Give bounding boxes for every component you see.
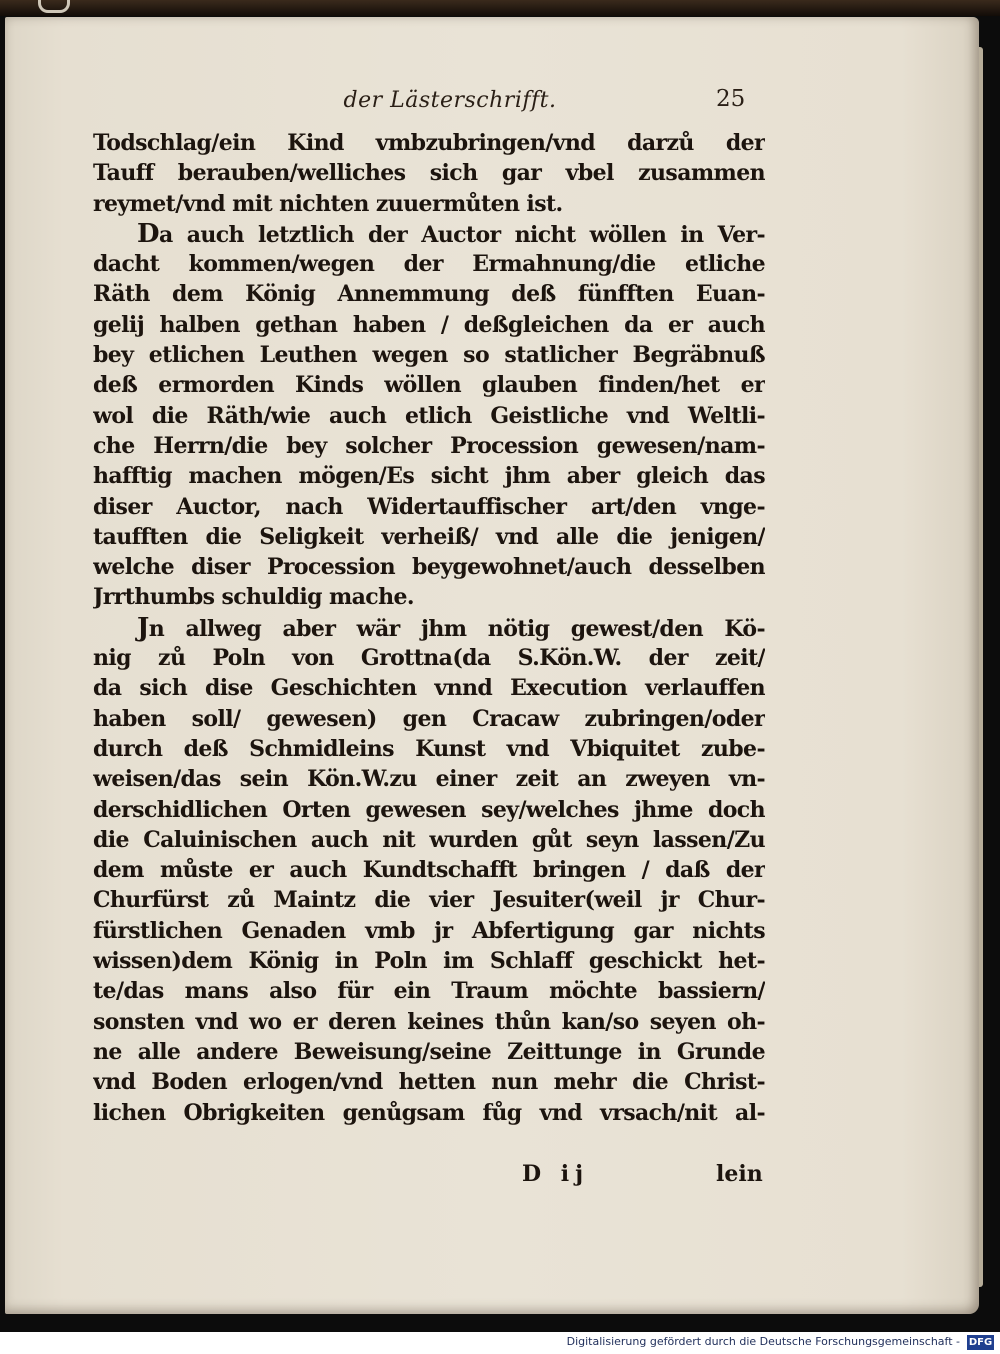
text-line: haben soll/ gewesen) gen Cracaw zubringen/oder (93, 705, 765, 732)
clip-icon (38, 0, 70, 13)
page-edge (979, 47, 983, 1287)
text-line: fürstlichen Genaden vmb jr Abfertigung gar nichts (93, 917, 765, 944)
text-line: welche diser Procession beygewohnet/auch desselben (93, 554, 765, 581)
text-line: deß ermorden Kinds wöllen glauben finden/het er (93, 372, 765, 399)
text-line: bey etlichen Leuthen wegen so statlicher Begräbnuß (93, 342, 765, 369)
text-line: gelij halben gethan haben / deßgleichen da er auch (93, 311, 765, 338)
running-head (0, 84, 1000, 124)
signature-mark: D ij (522, 1161, 590, 1187)
text-line: hafftig machen mögen/Es sicht jhm aber gleich das (93, 463, 765, 490)
page-number: 25 (716, 86, 746, 112)
text-line: die Caluinischen auch nit wurden gůt seyn lassen/Zu (93, 826, 765, 853)
catchword: lein (716, 1161, 763, 1187)
text-line: vnd Boden erlogen/vnd hetten nun mehr die Christ- (93, 1069, 765, 1096)
dfg-logo: DFG (968, 1337, 993, 1348)
credit-bar (0, 1332, 1000, 1354)
text-line: reymet/vnd mit nichten zuuermůten ist. (93, 190, 563, 217)
credit-text: Digitalisierung gefördert durch die Deutsche Forschungsgemeinschaft - (566, 1335, 960, 1348)
text-line: wol die Räth/wie auch etlich Geistliche vnd Weltli- (93, 402, 765, 429)
text-line: Churfürst zů Maintz die vier Jesuiter(weil jr Chur- (93, 887, 765, 914)
text-line: durch deß Schmidleins Kunst vnd Vbiquitet zube- (93, 735, 765, 762)
text-line: derschidlichen Orten gewesen sey/welches jhme doch (93, 796, 765, 823)
text-line: dem můste er auch Kundtschafft bringen / daß der (93, 857, 765, 884)
text-line: taufften die Seligkeit verheiß/ vnd alle die jenigen/ (93, 523, 765, 550)
text-line: Jrrthumbs schuldig mache. (93, 584, 414, 611)
book-cover-strip (0, 0, 1000, 16)
running-title: der Lästerschrifft. (343, 88, 557, 113)
text-line: che Herrn/die bey solcher Procession gewesen/nam- (93, 432, 765, 459)
text-line: weisen/das sein Kön.W.zu einer zeit an zweyen vn- (93, 766, 765, 793)
body-text (93, 128, 765, 1128)
text-line: sonsten vnd wo er deren keines thůn kan/so seyen oh- (93, 1008, 765, 1035)
text-line: nig zů Poln von Grottna(da S.Kön.W. der zeit/ (93, 645, 765, 672)
text-line: Jn allweg aber wär jhm nötig gewest/den Kö- (137, 612, 765, 643)
text-line: Räth dem König Annemmung deß fünfften Euan- (93, 281, 765, 308)
text-line: Da auch letztlich der Auctor nicht wöllen in Ver- (137, 218, 765, 249)
text-line: lichen Obrigkeiten genůgsam fůg vnd vrsach/nit al- (93, 1099, 765, 1126)
text-line: dacht kommen/wegen der Ermahnung/die etliche (93, 251, 765, 278)
text-line: te/das mans also für ein Traum möchte bassiern/ (93, 978, 765, 1005)
text-line: ne alle andere Beweisung/seine Zeittunge in Grunde (93, 1038, 765, 1065)
text-line: diser Auctor, nach Widertauffischer art/den vnge- (93, 493, 765, 520)
text-line: Tauff berauben/welliches sich gar vbel zusammen (93, 160, 765, 187)
text-line: Todschlag/ein Kind vmbzubringen/vnd darzů der (93, 130, 765, 156)
text-line: wissen)dem König in Poln im Schlaff geschickt het- (93, 948, 765, 975)
text-line: da sich dise Geschichten vnnd Execution verlauffen (93, 675, 765, 702)
